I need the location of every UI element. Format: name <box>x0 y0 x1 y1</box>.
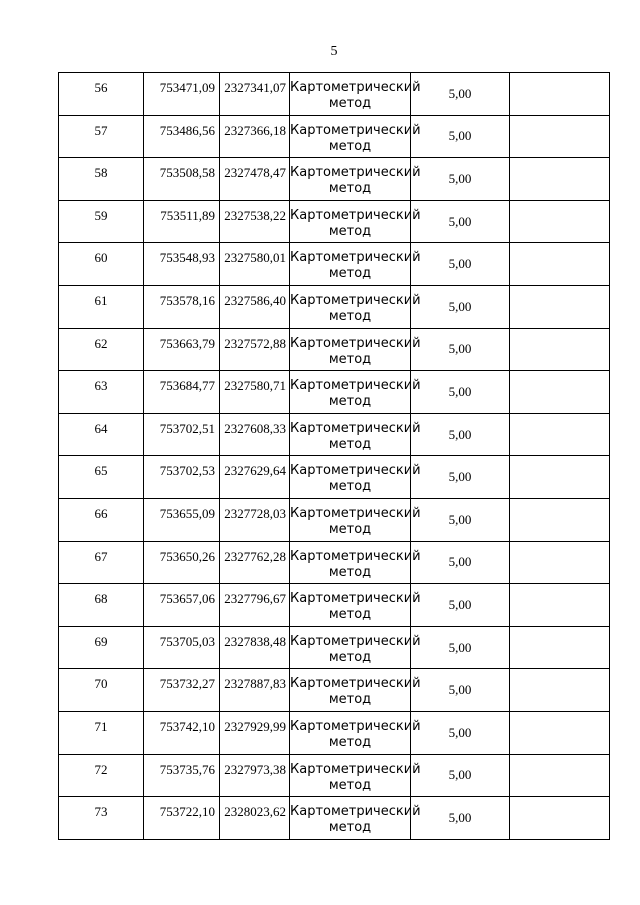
y-coordinate-cell: 2327538,22 <box>220 200 290 243</box>
table-row <box>59 73 610 116</box>
method-cell <box>290 669 421 712</box>
point-number-cell: 73 <box>59 797 144 840</box>
accuracy-cell: 5,00 <box>411 669 510 712</box>
method-cell <box>290 541 421 584</box>
table-row <box>59 115 610 158</box>
page-number: 5 <box>330 44 338 59</box>
x-coordinate-cell: 753702,53 <box>144 456 220 499</box>
method-cell <box>290 626 421 669</box>
x-coordinate-cell: 753663,79 <box>144 328 220 371</box>
method-line-2: метод <box>328 266 372 282</box>
accuracy-cell: 5,00 <box>411 456 510 499</box>
method-line-2: метод <box>328 181 372 197</box>
method-cell <box>290 73 421 116</box>
method-line-1: Картометрический <box>290 463 421 479</box>
table-row <box>59 328 610 371</box>
method-line-1: Картометрический <box>290 548 421 564</box>
x-coordinate-cell: 753705,03 <box>144 626 220 669</box>
method-line-1: Картометрический <box>290 804 421 820</box>
method-line-1: Картометрический <box>290 292 421 308</box>
description-cell <box>510 371 610 414</box>
method-cell <box>290 371 421 414</box>
x-coordinate-cell: 753742,10 <box>144 711 220 754</box>
method-line-2: метод <box>328 394 372 410</box>
table-row <box>59 456 610 499</box>
method-line-1: Картометрический <box>290 207 421 223</box>
x-coordinate-cell: 753732,27 <box>144 669 220 712</box>
method-line-1: Картометрический <box>290 378 421 394</box>
accuracy-cell: 5,00 <box>411 498 510 541</box>
x-coordinate-cell: 753650,26 <box>144 541 220 584</box>
method-line-2: метод <box>328 479 372 495</box>
method-cell <box>290 711 421 754</box>
y-coordinate-cell: 2327796,67 <box>220 584 290 627</box>
table-row <box>59 584 610 627</box>
point-number-cell: 66 <box>59 498 144 541</box>
method-line-2: метод <box>328 138 372 154</box>
accuracy-cell: 5,00 <box>411 584 510 627</box>
method-cell <box>290 328 421 371</box>
accuracy-cell: 5,00 <box>411 328 510 371</box>
method-line-2: метод <box>328 521 372 537</box>
description-cell <box>510 711 610 754</box>
point-number-cell: 60 <box>59 243 144 286</box>
method-cell <box>290 115 421 158</box>
y-coordinate-cell: 2327929,99 <box>220 711 290 754</box>
y-coordinate-cell: 2327973,38 <box>220 754 290 797</box>
method-line-1: Картометрический <box>290 335 421 351</box>
point-number-cell: 72 <box>59 754 144 797</box>
accuracy-cell: 5,00 <box>411 797 510 840</box>
x-coordinate-cell: 753511,89 <box>144 200 220 243</box>
method-line-2: метод <box>328 820 372 836</box>
coordinates-table-body <box>59 73 610 840</box>
y-coordinate-cell: 2327608,33 <box>220 413 290 456</box>
y-coordinate-cell: 2328023,62 <box>220 797 290 840</box>
description-cell <box>510 754 610 797</box>
point-number-cell: 64 <box>59 413 144 456</box>
method-line-2: метод <box>328 96 372 111</box>
x-coordinate-cell: 753722,10 <box>144 797 220 840</box>
x-coordinate-cell: 753655,09 <box>144 498 220 541</box>
description-cell <box>510 626 610 669</box>
accuracy-cell: 5,00 <box>411 115 510 158</box>
method-cell <box>290 754 421 797</box>
x-coordinate-cell: 753486,56 <box>144 115 220 158</box>
description-cell <box>510 115 610 158</box>
description-cell <box>510 285 610 328</box>
point-number-cell: 58 <box>59 158 144 201</box>
description-cell <box>510 328 610 371</box>
point-number-cell: 59 <box>59 200 144 243</box>
method-line-1: Картометрический <box>290 718 421 734</box>
method-line-2: метод <box>328 692 372 708</box>
method-cell <box>290 285 421 328</box>
method-line-2: метод <box>328 649 372 665</box>
description-cell <box>510 73 610 116</box>
table-row <box>59 200 610 243</box>
table-row <box>59 626 610 669</box>
method-cell <box>290 158 421 201</box>
x-coordinate-cell: 753578,16 <box>144 285 220 328</box>
y-coordinate-cell: 2327580,01 <box>220 243 290 286</box>
accuracy-cell: 5,00 <box>411 711 510 754</box>
point-number-cell: 57 <box>59 115 144 158</box>
y-coordinate-cell: 2327478,47 <box>220 158 290 201</box>
point-number-cell: 67 <box>59 541 144 584</box>
accuracy-cell: 5,00 <box>411 626 510 669</box>
method-line-1: Картометрический <box>290 122 421 138</box>
point-number-cell: 70 <box>59 669 144 712</box>
description-cell <box>510 456 610 499</box>
method-line-1: Картометрический <box>290 250 421 266</box>
method-line-1: Картометрический <box>290 420 421 436</box>
y-coordinate-cell: 2327887,83 <box>220 669 290 712</box>
table-row <box>59 413 610 456</box>
coordinates-table <box>58 72 610 840</box>
y-coordinate-cell: 2327580,71 <box>220 371 290 414</box>
accuracy-cell: 5,00 <box>411 73 510 116</box>
x-coordinate-cell: 753508,58 <box>144 158 220 201</box>
accuracy-cell: 5,00 <box>411 158 510 201</box>
x-coordinate-cell: 753657,06 <box>144 584 220 627</box>
accuracy-cell: 5,00 <box>411 200 510 243</box>
point-number-cell: 63 <box>59 371 144 414</box>
description-cell <box>510 797 610 840</box>
point-number-cell: 69 <box>59 626 144 669</box>
y-coordinate-cell: 2327586,40 <box>220 285 290 328</box>
accuracy-cell: 5,00 <box>411 371 510 414</box>
method-line-2: метод <box>328 777 372 793</box>
method-cell <box>290 498 421 541</box>
table-row <box>59 669 610 712</box>
description-cell <box>510 669 610 712</box>
point-number-cell: 68 <box>59 584 144 627</box>
table-row <box>59 754 610 797</box>
point-number-cell: 62 <box>59 328 144 371</box>
table-row <box>59 371 610 414</box>
method-line-2: метод <box>328 223 372 239</box>
table-row <box>59 158 610 201</box>
point-number-cell: 65 <box>59 456 144 499</box>
method-line-1: Картометрический <box>290 165 421 181</box>
y-coordinate-cell: 2327629,64 <box>220 456 290 499</box>
method-line-2: метод <box>328 308 372 324</box>
x-coordinate-cell: 753684,77 <box>144 371 220 414</box>
point-number-cell: 61 <box>59 285 144 328</box>
description-cell <box>510 541 610 584</box>
method-line-2: метод <box>328 607 372 623</box>
method-line-2: метод <box>328 436 372 452</box>
x-coordinate-cell: 753702,51 <box>144 413 220 456</box>
y-coordinate-cell: 2327341,07 <box>220 73 290 116</box>
table-row <box>59 797 610 840</box>
point-number-cell: 71 <box>59 711 144 754</box>
description-cell <box>510 584 610 627</box>
method-line-1: Картометрический <box>290 633 421 649</box>
y-coordinate-cell: 2327838,48 <box>220 626 290 669</box>
method-cell <box>290 584 421 627</box>
point-number-cell: 56 <box>59 73 144 116</box>
method-cell <box>290 456 421 499</box>
x-coordinate-cell: 753471,09 <box>144 73 220 116</box>
method-line-1: Картометрический <box>290 80 421 95</box>
accuracy-cell: 5,00 <box>411 754 510 797</box>
method-line-2: метод <box>328 351 372 367</box>
y-coordinate-cell: 2327762,28 <box>220 541 290 584</box>
x-coordinate-cell: 753548,93 <box>144 243 220 286</box>
description-cell <box>510 158 610 201</box>
method-cell <box>290 413 421 456</box>
table-row <box>59 243 610 286</box>
description-cell <box>510 498 610 541</box>
method-line-1: Картометрический <box>290 505 421 521</box>
method-cell <box>290 797 421 840</box>
method-line-1: Картометрический <box>290 761 421 777</box>
description-cell <box>510 243 610 286</box>
table-row <box>59 711 610 754</box>
method-line-1: Картометрический <box>290 591 421 607</box>
method-line-2: метод <box>328 734 372 750</box>
method-cell <box>290 200 421 243</box>
accuracy-cell: 5,00 <box>411 413 510 456</box>
accuracy-cell: 5,00 <box>411 541 510 584</box>
y-coordinate-cell: 2327366,18 <box>220 115 290 158</box>
y-coordinate-cell: 2327572,88 <box>220 328 290 371</box>
method-line-1: Картометрический <box>290 676 421 692</box>
table-row <box>59 498 610 541</box>
accuracy-cell: 5,00 <box>411 243 510 286</box>
method-line-2: метод <box>328 564 372 580</box>
table-row <box>59 285 610 328</box>
x-coordinate-cell: 753735,76 <box>144 754 220 797</box>
table-row <box>59 541 610 584</box>
description-cell <box>510 413 610 456</box>
method-cell <box>290 243 421 286</box>
description-cell <box>510 200 610 243</box>
accuracy-cell: 5,00 <box>411 285 510 328</box>
y-coordinate-cell: 2327728,03 <box>220 498 290 541</box>
